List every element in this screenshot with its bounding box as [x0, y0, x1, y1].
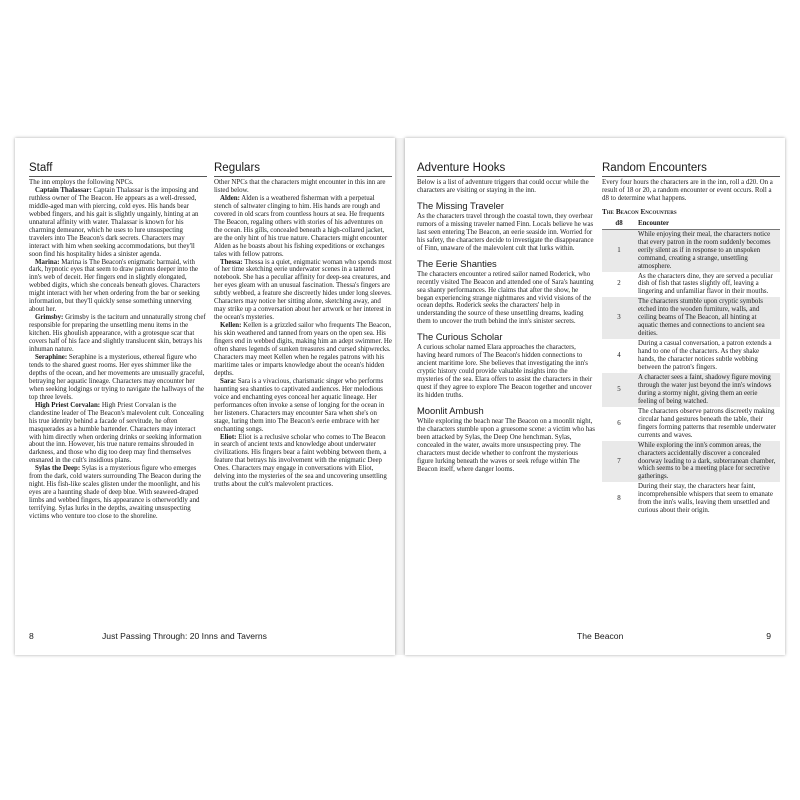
npc-name: Captain Thalassar: [35, 186, 92, 194]
npc-name: Grimsby: [35, 314, 64, 322]
hooks-intro: Below is a list of adventure triggers that could occur while the characters are visiting or staying in the inn. [417, 179, 589, 194]
encounter-table-caption: The Beacon Encounters [602, 207, 677, 216]
npc-name: Alden: [220, 194, 240, 202]
staff-heading: Staff [29, 162, 207, 177]
encounters-column [602, 162, 780, 516]
die-column-header: d8 [602, 219, 636, 229]
encounters-intro: Every four hours the characters are in the inn, roll a d20. On a result of 18 or 20, a random encounter or event occurs. Roll a d8 to determine what happens. [602, 179, 773, 202]
npc-name: Marina: [35, 258, 60, 266]
encounter-roll: 4 [617, 352, 621, 360]
npc-entry [214, 195, 392, 259]
encounter-text: The characters observe patrons discreetly making circular hand gestures beneath the table, their fingers forming patterns that resemble underwater currents and waves. [638, 407, 776, 439]
hook-text: The characters encounter a retired sailor named Roderick, who recently visited The Beacon and attended one of Sara's haunting sea shanty performances. He claims that after the show, he began experiencing strange nightmares and vivid visions of the ocean depths. Roderick seeks the characters' help in understanding the source of these unsettling dreams, leading them to uncover the truth behind the inn's sinister secrets. [417, 270, 594, 326]
running-footer-right: The Beacon [577, 631, 624, 641]
encounter-text: While exploring the inn's common areas, the characters accidentally discover a concealed doorway leading to a dark, subterranean chamber, which seems to be a meeting place for secretive gatherings. [636, 441, 780, 483]
hook-title: Moonlit Ambush [417, 405, 484, 417]
encounter-text: During a casual conversation, a patron extends a hand to one of the characters. As they shake hands, the character notices subtle webbing between the patron's fingers. [638, 340, 772, 372]
encounter-row [602, 482, 780, 516]
hook-title: The Curious Scholar [417, 331, 503, 343]
encounter-text: During their stay, the characters hear faint, incomprehensible whispers that seem to emanate from the inn's walls, leaving them unsettled and curious about their origin. [638, 483, 773, 515]
encounter-row [602, 229, 780, 271]
right-page [405, 138, 785, 655]
npc-entry [29, 314, 207, 354]
staff-column [29, 162, 207, 521]
regulars-list [214, 195, 392, 489]
encounter-column-header: Encounter [636, 219, 780, 229]
staff-list [29, 187, 207, 521]
hook-text: A curious scholar named Elara approaches the characters, having heard rumors of The Beacon's hidden connections to ancient maritime lore. She believes that investigating the inn's cryptic history could provide valuable insights into the mysteries of the sea. Elara offers to assist the characters in their quest if they agree to explore The Beacon together and uncover its hidden truths. [417, 344, 593, 400]
npc-entry [214, 259, 392, 323]
npc-entry [29, 354, 207, 402]
book-gutter [395, 138, 405, 655]
npc-entry [29, 187, 207, 259]
encounter-table-header [602, 219, 780, 229]
hooks-list [417, 200, 595, 474]
encounter-text: As the characters dine, they are served a peculiar dish of fish that tastes slightly off, leaving a lingering and unfamiliar flavor in their mouths. [638, 272, 773, 296]
npc-description: Sylas is a mysterious figure who emerges from the dark, cold waters surrounding The Beacon during the night. His fish-like scales glisten under the moonlight, and his eyes are a haunting shade of deep blue. With seaweed-draped limbs and webbed fingers, his appearance is otherworldly and terrifying. Sylas lurks in the depths, awaiting unsuspecting victims who venture too close to the shoreline. [29, 465, 202, 521]
npc-entry [214, 434, 392, 490]
encounter-row [602, 373, 780, 407]
encounter-roll: 5 [602, 373, 636, 407]
npc-entry [29, 259, 207, 315]
encounter-roll: 7 [602, 441, 636, 483]
npc-description: Sara is a vivacious, charismatic singer who performs haunting sea shanties to captivated audiences. Her melodious voice and enchanting eyes conceal her aquatic lineage. Her performances often invoke a sense of longing for the ocean in her listeners. Characters may encounter Sara when she's on stage, luring them into The Beacon's eerie embrace with her enchanting songs. [214, 377, 385, 433]
encounter-row [602, 272, 780, 298]
page-number-left: 8 [29, 631, 34, 641]
encounter-row [602, 441, 780, 483]
npc-description: Seraphine is a mysterious, ethereal figure who tends to the shared guest rooms. Her eyes shimmer like the depths of the ocean, and her movements are unusually graceful, betraying her aquatic lineage. Characters may encounter her when seeking lodgings or trying to navigate the hallways of the top three levels. [29, 353, 205, 401]
npc-description: Kellen is a grizzled sailor who frequents The Beacon, his skin weathered and tanned from years on the open sea. His fingers end in webbed digits, making him an adept swimmer. He often shares legends of sunken treasures and cursed shipwrecks. Characters may meet Kellen when he regales patrons with his maritime tales or imparts knowledge about the ocean's hidden depths. [214, 322, 392, 377]
hooks-heading: Adventure Hooks [417, 162, 595, 177]
page-number-right: 9 [766, 631, 771, 641]
left-page [15, 138, 395, 655]
encounter-table-body [602, 229, 780, 516]
encounter-text: While enjoying their meal, the characters notice that every patron in the room suddenly becomes eerily silent as if in response to an unspoken command, creating a strange, unsettling atmosphere. [636, 229, 780, 271]
encounter-roll: 3 [602, 297, 636, 339]
encounter-roll: 6 [617, 419, 621, 427]
npc-entry [29, 402, 207, 466]
hook-text: While exploring the beach near The Beacon on a moonlit night, the characters stumble upon a gruesome scene: a victim who has been attacked by Sylas, the Deep One henchman. Sylas, concealed in the water, awaits more unsuspecting prey. The characters must decide whether to confront the mysterious figure lurking beneath the waves or seek refuge within The Beacon itself, where danger looms. [417, 418, 595, 473]
npc-description: Grimsby is the taciturn and unnaturally strong chef responsible for preparing the unsettling menu items in the kitchen. His ghoulish appearance, with a grotesque scar that covers half of his face and slightly translucent skin, betrays his inhuman nature. [29, 314, 206, 354]
staff-intro: The inn employs the following NPCs. [29, 179, 134, 186]
regulars-heading: Regulars [214, 162, 392, 177]
npc-name: Sylas the Deep: [35, 465, 81, 473]
encounter-roll: 8 [617, 495, 621, 503]
regulars-column [214, 162, 392, 489]
encounters-heading: Random Encounters [602, 162, 780, 177]
hook-title: The Eerie Shanties [417, 257, 497, 269]
encounter-table [602, 219, 780, 516]
hooks-column [417, 162, 595, 474]
npc-name: Kellen: [220, 322, 242, 330]
npc-description: Thessa is a quiet, enigmatic woman who spends most of her time sketching eerie underwater scenes in a tattered notebook. She has a peculiar affinity for deep-sea creatures, and her eyes gleam with an unusual fascination. Thessa's fingers are subtly webbed, a feature she discreetly hides under long sleeves. Characters may notice her sitting alone, sketching away, and may strike up a conversation about her artwork or her interest in the ocean's mysteries. [214, 258, 392, 322]
encounter-roll: 2 [617, 280, 621, 288]
npc-description: Marina is The Beacon's enigmatic barmaid, with dark, hypnotic eyes that seem to draw patrons deeper into the inn's web of deceit. Her fingers end in slightly elongated, webbed digits, which she conceals beneath gloves. Characters might interact with her when ordering from the bar or seeking information, but they'll quickly sense something unnerving about her. [29, 258, 200, 314]
npc-name: Sara: [220, 377, 237, 385]
npc-entry [29, 465, 207, 521]
npc-description: Eliot is a reclusive scholar who comes to The Beacon in search of ancient texts and knowledge about underwater civilizations. His fingers bear a faint webbing between them, a feature that betrays his involvement with the enigmatic Deep Ones. Characters may engage in conversations with Eliot, delving into the mysteries of the sea and uncovering unsettling truths about the cult's malevolent practices. [214, 433, 387, 489]
encounter-row [602, 407, 780, 441]
npc-name: Seraphine: [35, 353, 68, 361]
regulars-intro: Other NPCs that the characters might encounter in this inn are listed below. [214, 179, 386, 194]
npc-description: Captain Thalassar is the imposing and ruthless owner of The Beacon. He appears as a well-dressed, middle-aged man with piercing, cold eyes. His hands bear webbed fingers, and his gait is slightly ungainly, hinting at an unnatural affinity with water. Thalassar is known for his charming demeanor, which he uses to lure unsuspecting travelers into The Beacon's dark secrets. Characters may interact with him when seeking accommodations, but they'll soon find his hospitality hides a sinister agenda. [29, 186, 199, 258]
npc-name: High Priest Corvalan: [35, 401, 101, 409]
hook-text: As the characters travel through the coastal town, they overhear rumors of a missing traveler named Finn. Locals believe he was last seen entering The Beacon, an eerie seaside inn. Worried for his safety, the characters decide to investigate the disappearance of Finn, unaware of the malevolent cult that lurks within. [417, 212, 594, 252]
npc-description: Alden is a weathered fisherman with a perpetual stench of saltwater clinging to him. His hands are rough and covered in old scars from countless hours at sea. He frequents The Beacon, regaling others with stories of his adventures on the ocean. His gills, concealed beneath a high-collared jacket, are the only hint of his true nature. Characters might encounter Alden as he boasts about his fishing expeditions or exchanges tales with fellow patrons. [214, 194, 388, 258]
hook-title: The Missing Traveler [417, 199, 505, 211]
npc-name: Eliot: [220, 433, 237, 441]
encounter-row [602, 297, 780, 339]
npc-description: High Priest Corvalan is the clandestine leader of The Beacon's malevolent cult. Concealing his true identity behind a facade of servitude, he often masquerades as a humble bartender. Characters may interact with him directly when ordering drinks or seeking information about the inn. However, his true nature remains shrouded in darkness, and those who dig too deep may find themselves ensnared in the cult's insidious plans. [29, 401, 204, 465]
encounter-row [602, 339, 780, 373]
npc-entry [214, 378, 392, 434]
encounter-text: The characters stumble upon cryptic symbols etched into the wooden furniture, walls, and ceiling beams of The Beacon, all hinting at aquatic themes and connections to ancient sea deities. [636, 297, 780, 339]
npc-name: Thessa: [220, 258, 243, 266]
encounter-text: A character sees a faint, shadowy figure moving through the water just beyond the inn's windows during a stormy night, giving them an eerie feeling of being watched. [636, 373, 780, 407]
running-footer-left: Just Passing Through: 20 Inns and Taverns [102, 631, 267, 641]
npc-entry [214, 322, 392, 378]
encounter-roll: 1 [602, 229, 636, 271]
